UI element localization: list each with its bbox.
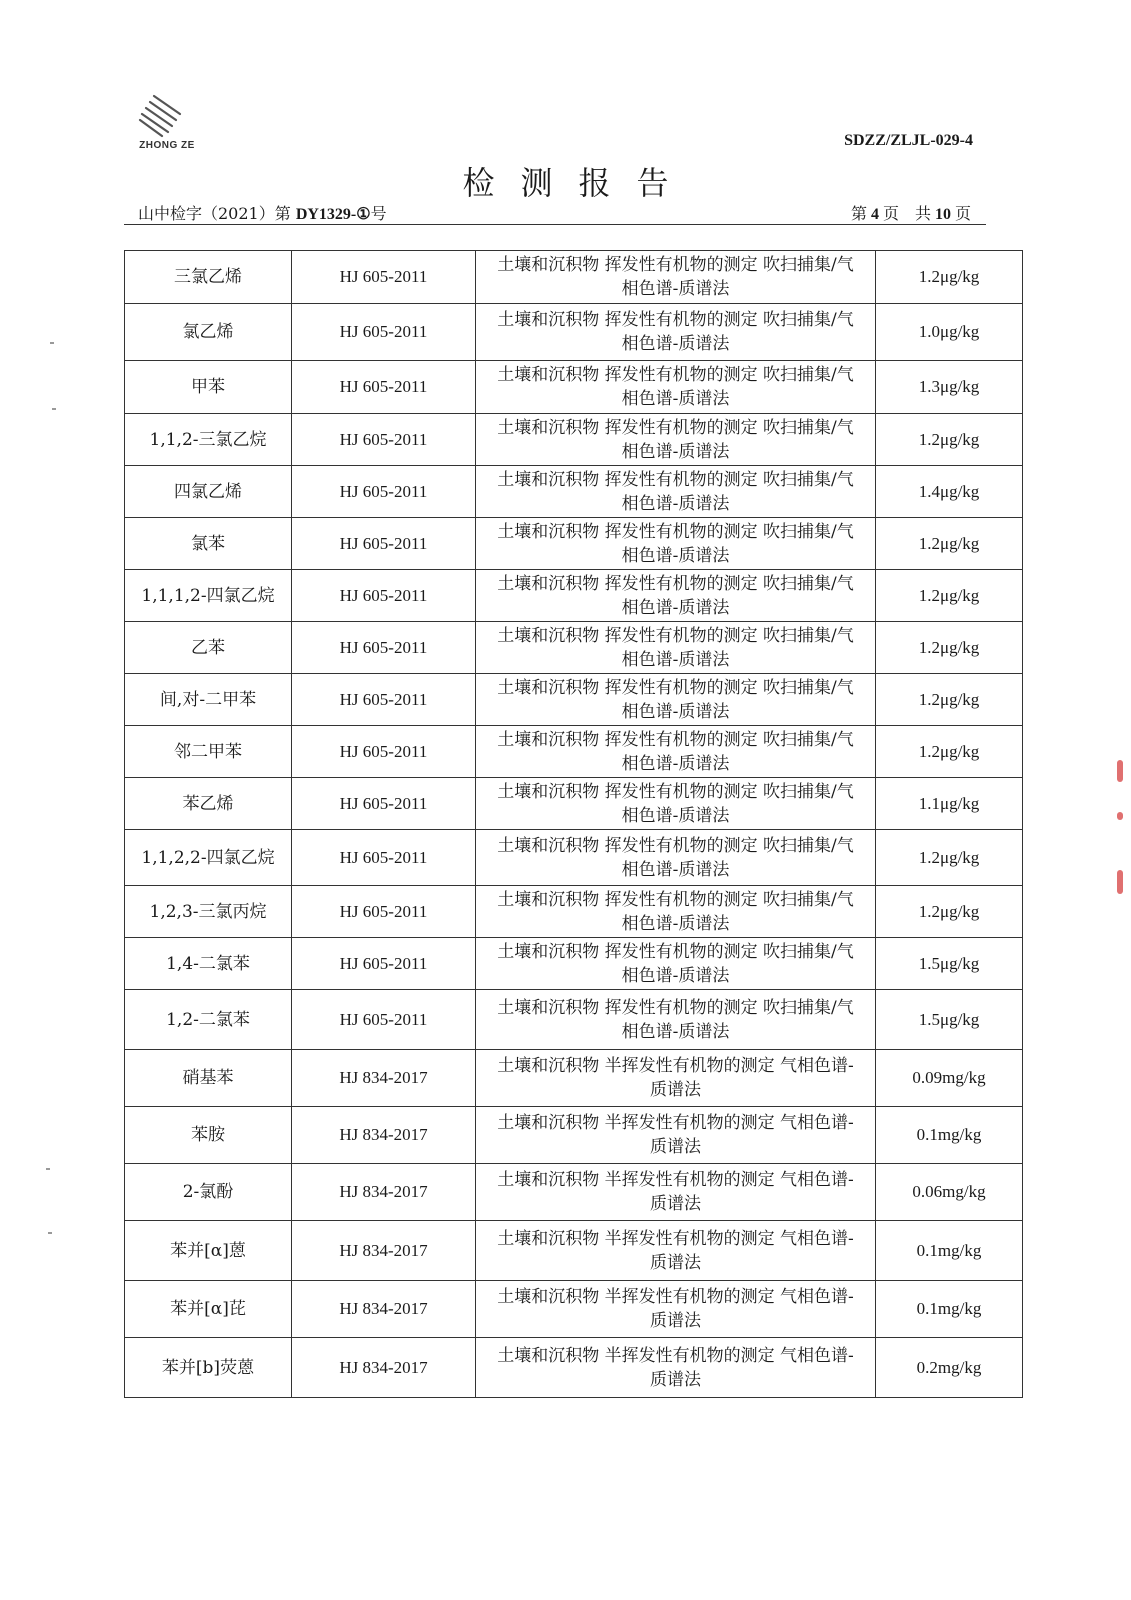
method-name (476, 251, 876, 304)
substance-name: 2-氯酚 (125, 1164, 292, 1221)
report-number (138, 201, 387, 224)
detection-limit: 1.2μg/kg (876, 622, 1023, 674)
table-row (125, 304, 1023, 361)
table-row (125, 1164, 1023, 1221)
method-name (476, 466, 876, 518)
method-name (476, 1107, 876, 1164)
detection-limit: 1.2μg/kg (876, 570, 1023, 622)
scan-speck (52, 408, 56, 410)
results-table (124, 250, 1023, 1398)
report-title: 检测报告 (462, 164, 695, 202)
logo-text: ZHONG ZE (139, 140, 195, 151)
table-row (125, 1107, 1023, 1164)
standard-code: HJ 605-2011 (292, 622, 476, 674)
page-total: 10 (934, 206, 951, 223)
standard-code: HJ 834-2017 (292, 1338, 476, 1398)
method-name (476, 518, 876, 570)
detection-limit: 1.2μg/kg (876, 674, 1023, 726)
standard-code: HJ 834-2017 (292, 1050, 476, 1107)
table-row (125, 570, 1023, 622)
table-row (125, 886, 1023, 938)
standard-code: HJ 605-2011 (292, 361, 476, 414)
report-prefix: 山中检字（2021）第 (138, 204, 296, 223)
substance-name: 1,2-二氯苯 (125, 990, 292, 1050)
substance-name: 苯并[α]芘 (125, 1281, 292, 1338)
method-name (476, 886, 876, 938)
substance-name: 1,1,2,2-四氯乙烷 (125, 830, 292, 886)
method-name (476, 1281, 876, 1338)
table-row (125, 518, 1023, 570)
method-name (476, 674, 876, 726)
table-row (125, 990, 1023, 1050)
standard-code: HJ 605-2011 (292, 518, 476, 570)
method-text: 土壤和沉积物 半挥发性有机物的测定 气相色谱-质谱法 (497, 1287, 854, 1331)
seal-edge-mark (1117, 870, 1123, 894)
method-name (476, 990, 876, 1050)
substance-name: 四氯乙烯 (125, 466, 292, 518)
method-name (476, 778, 876, 830)
standard-code: HJ 605-2011 (292, 251, 476, 304)
standard-code: HJ 834-2017 (292, 1281, 476, 1338)
detection-limit: 1.2μg/kg (876, 830, 1023, 886)
page-label-1: 第 (850, 204, 867, 223)
standard-code: HJ 605-2011 (292, 466, 476, 518)
detection-limit: 1.3μg/kg (876, 361, 1023, 414)
method-text: 土壤和沉积物 挥发性有机物的测定 吹扫捕集/气相色谱-质谱法 (497, 417, 854, 462)
substance-name: 间,对-二甲苯 (125, 674, 292, 726)
method-name (476, 830, 876, 886)
method-name (476, 1338, 876, 1398)
method-text: 土壤和沉积物 挥发性有机物的测定 吹扫捕集/气相色谱-质谱法 (497, 941, 854, 986)
substance-name: 甲苯 (125, 361, 292, 414)
method-text: 土壤和沉积物 半挥发性有机物的测定 气相色谱-质谱法 (497, 1056, 854, 1100)
method-text: 土壤和沉积物 半挥发性有机物的测定 气相色谱-质谱法 (497, 1113, 854, 1157)
method-text: 土壤和沉积物 挥发性有机物的测定 吹扫捕集/气相色谱-质谱法 (497, 255, 854, 299)
table-row (125, 938, 1023, 990)
method-text: 土壤和沉积物 挥发性有机物的测定 吹扫捕集/气相色谱-质谱法 (497, 573, 854, 618)
table-row (125, 622, 1023, 674)
standard-code: HJ 605-2011 (292, 570, 476, 622)
detection-limit: 0.09mg/kg (876, 1050, 1023, 1107)
table-row (125, 778, 1023, 830)
detection-limit: 1.2μg/kg (876, 251, 1023, 304)
standard-code: HJ 605-2011 (292, 830, 476, 886)
table-row (125, 251, 1023, 304)
method-name (476, 1221, 876, 1281)
standard-code: HJ 834-2017 (292, 1164, 476, 1221)
detection-limit: 1.4μg/kg (876, 466, 1023, 518)
method-text: 土壤和沉积物 挥发性有机物的测定 吹扫捕集/气相色谱-质谱法 (497, 625, 854, 670)
detection-limit: 0.1mg/kg (876, 1281, 1023, 1338)
method-text: 土壤和沉积物 挥发性有机物的测定 吹扫捕集/气相色谱-质谱法 (497, 729, 854, 774)
detection-limit: 1.0μg/kg (876, 304, 1023, 361)
standard-code: HJ 605-2011 (292, 938, 476, 990)
table-row (125, 1050, 1023, 1107)
company-logo (136, 92, 198, 152)
logo-stripes-icon (136, 92, 198, 140)
seal-edge-mark (1117, 812, 1123, 820)
method-name (476, 361, 876, 414)
substance-name: 乙苯 (125, 622, 292, 674)
method-name (476, 570, 876, 622)
table-row (125, 1338, 1023, 1398)
detection-limit: 1.2μg/kg (876, 518, 1023, 570)
report-suffix: 号 (370, 204, 387, 223)
page-indicator (851, 201, 971, 224)
results-table-body (125, 251, 1023, 1398)
method-name (476, 304, 876, 361)
page-current: 4 (870, 206, 879, 223)
standard-code: HJ 834-2017 (292, 1107, 476, 1164)
substance-name: 1,1,2-三氯乙烷 (125, 414, 292, 466)
substance-name: 1,1,1,2-四氯乙烷 (125, 570, 292, 622)
table-row (125, 1281, 1023, 1338)
table-row (125, 466, 1023, 518)
method-text: 土壤和沉积物 挥发性有机物的测定 吹扫捕集/气相色谱-质谱法 (497, 469, 854, 514)
standard-code: HJ 605-2011 (292, 886, 476, 938)
standard-code: HJ 605-2011 (292, 674, 476, 726)
substance-name: 氯苯 (125, 518, 292, 570)
standard-code: HJ 605-2011 (292, 304, 476, 361)
detection-limit: 0.1mg/kg (876, 1221, 1023, 1281)
method-text: 土壤和沉积物 挥发性有机物的测定 吹扫捕集/气相色谱-质谱法 (497, 997, 854, 1042)
page-label-2: 页 共 (882, 204, 931, 223)
substance-name: 苯乙烯 (125, 778, 292, 830)
method-text: 土壤和沉积物 半挥发性有机物的测定 气相色谱-质谱法 (497, 1345, 854, 1390)
method-text: 土壤和沉积物 挥发性有机物的测定 吹扫捕集/气相色谱-质谱法 (497, 365, 854, 409)
detection-limit: 1.2μg/kg (876, 726, 1023, 778)
detection-limit: 1.2μg/kg (876, 414, 1023, 466)
standard-code: HJ 605-2011 (292, 726, 476, 778)
method-text: 土壤和沉积物 挥发性有机物的测定 吹扫捕集/气相色谱-质谱法 (497, 521, 854, 566)
page-label-3: 页 (954, 204, 971, 223)
method-text: 土壤和沉积物 半挥发性有机物的测定 气相色谱-质谱法 (497, 1170, 854, 1214)
substance-name: 三氯乙烯 (125, 251, 292, 304)
substance-name: 1,2,3-三氯丙烷 (125, 886, 292, 938)
substance-name: 硝基苯 (125, 1050, 292, 1107)
table-row (125, 674, 1023, 726)
seal-edge-mark (1117, 760, 1123, 782)
substance-name: 1,4-二氯苯 (125, 938, 292, 990)
method-text: 土壤和沉积物 挥发性有机物的测定 吹扫捕集/气相色谱-质谱法 (497, 677, 854, 722)
method-text: 土壤和沉积物 挥发性有机物的测定 吹扫捕集/气相色谱-质谱法 (497, 889, 854, 934)
method-text: 土壤和沉积物 挥发性有机物的测定 吹扫捕集/气相色谱-质谱法 (497, 835, 854, 880)
substance-name: 苯并[α]蒽 (125, 1221, 292, 1281)
table-row (125, 830, 1023, 886)
detection-limit: 1.5μg/kg (876, 938, 1023, 990)
table-row (125, 414, 1023, 466)
method-text: 土壤和沉积物 挥发性有机物的测定 吹扫捕集/气相色谱-质谱法 (497, 310, 854, 354)
method-name (476, 1050, 876, 1107)
scan-speck (46, 1168, 50, 1170)
table-row (125, 361, 1023, 414)
method-name (476, 1164, 876, 1221)
standard-code: HJ 605-2011 (292, 990, 476, 1050)
method-text: 土壤和沉积物 半挥发性有机物的测定 气相色谱-质谱法 (497, 1228, 854, 1273)
substance-name: 氯乙烯 (125, 304, 292, 361)
method-name (476, 726, 876, 778)
table-row (125, 726, 1023, 778)
scan-speck (48, 1232, 52, 1234)
detection-limit: 1.1μg/kg (876, 778, 1023, 830)
detection-limit: 0.2mg/kg (876, 1338, 1023, 1398)
detection-limit: 0.1mg/kg (876, 1107, 1023, 1164)
substance-name: 苯并[b]荧蒽 (125, 1338, 292, 1398)
substance-name: 邻二甲苯 (125, 726, 292, 778)
method-name (476, 414, 876, 466)
table-row (125, 1221, 1023, 1281)
method-name (476, 622, 876, 674)
detection-limit: 1.5μg/kg (876, 990, 1023, 1050)
standard-code: HJ 605-2011 (292, 414, 476, 466)
report-id: DY1329-① (295, 206, 371, 223)
standard-code: HJ 605-2011 (292, 778, 476, 830)
detection-limit: 0.06mg/kg (876, 1164, 1023, 1221)
method-text: 土壤和沉积物 挥发性有机物的测定 吹扫捕集/气相色谱-质谱法 (497, 781, 854, 826)
standard-code: HJ 834-2017 (292, 1221, 476, 1281)
substance-name: 苯胺 (125, 1107, 292, 1164)
method-name (476, 938, 876, 990)
form-code: SDZZ/ZLJL-029-4 (844, 132, 973, 149)
detection-limit: 1.2μg/kg (876, 886, 1023, 938)
scan-speck (50, 342, 54, 344)
